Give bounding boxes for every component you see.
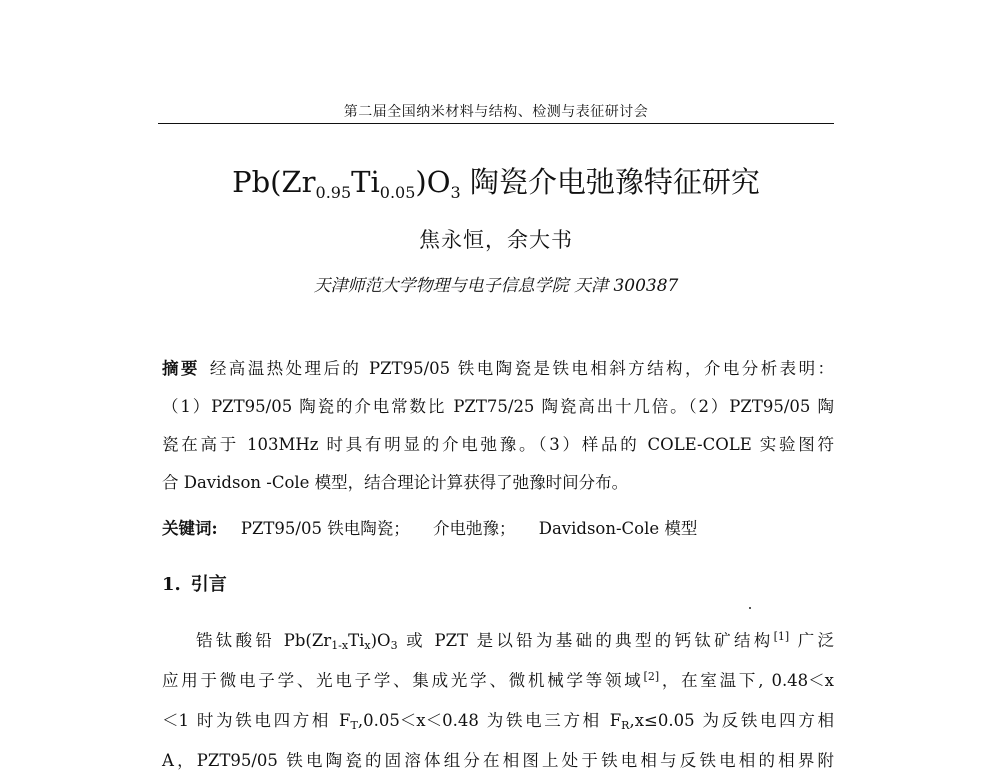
paper-title: $Pb(Zr_{0.95}Ti_{0.05})O_3$ 陶瓷介电弛豫特征研究 bbox=[232, 165, 760, 202]
keywords-label: 关键词: bbox=[162, 519, 218, 538]
keyword: 介电弛豫； bbox=[432, 519, 516, 538]
scan-speck bbox=[749, 607, 751, 609]
body-line: 锆钛酸铅 $Pb(Zr_{1-x}Ti_x)O_3$ 或 PZT 是以铅为基础的典型的钙钛矿结构[1] 广泛 bbox=[196, 630, 834, 652]
body-line: ＜1 时为铁电四方相 $F_T,0.05<x<0.48$ 为铁电三方相 $F_R,x\le 0.05$ 为反铁电四方相 bbox=[162, 711, 835, 732]
section-number: 1. bbox=[162, 574, 181, 595]
running-head: 第二届全国纳米材料与结构、检测与表征研讨会 bbox=[343, 104, 649, 120]
abstract bbox=[162, 350, 834, 502]
affiliation: 天津师范大学物理与电子信息学院 天津 300387 bbox=[313, 276, 679, 296]
abstract-line: 瓷在高于 103MHz 时具有明显的介电弛豫。（3）样品的 COLE-COLE 实验图符 bbox=[162, 435, 834, 454]
header-rule bbox=[158, 123, 834, 124]
body-line: A，PZT95/05 铁电陶瓷的固溶体组分在相图上处于铁电相与反铁电相的相界附 bbox=[162, 751, 834, 770]
citation: [2] bbox=[643, 670, 660, 683]
keyword: PZT95/05 铁电陶瓷； bbox=[240, 519, 410, 538]
abstract-line: 摘要 经高温热处理后的 PZT95/05 铁电陶瓷是铁电相斜方结构，介电分析表明： bbox=[162, 359, 834, 378]
abstract-line: （1）PZT95/05 陶瓷的介电常数比 PZT75/25 陶瓷高出十几倍。（2）PZT95/05 陶 bbox=[162, 397, 834, 416]
keywords bbox=[162, 515, 834, 539]
abstract-line: 合 Davidson -Cole 模型，结合理论计算获得了弛豫时间分布。 bbox=[162, 473, 629, 492]
section-title: 引言 bbox=[190, 574, 227, 595]
citation: [1] bbox=[773, 630, 790, 643]
body-line: 应用于微电子学、光电子学、集成光学、微机械学等领域[2]，在室温下, 0.48＜x bbox=[162, 670, 834, 690]
authors: 焦永恒，余大书 bbox=[419, 228, 573, 252]
keyword: Davidson-Cole 模型 bbox=[538, 519, 698, 538]
section-heading bbox=[162, 570, 227, 596]
abstract-label: 摘要 bbox=[162, 359, 200, 378]
body-paragraph bbox=[162, 621, 834, 781]
